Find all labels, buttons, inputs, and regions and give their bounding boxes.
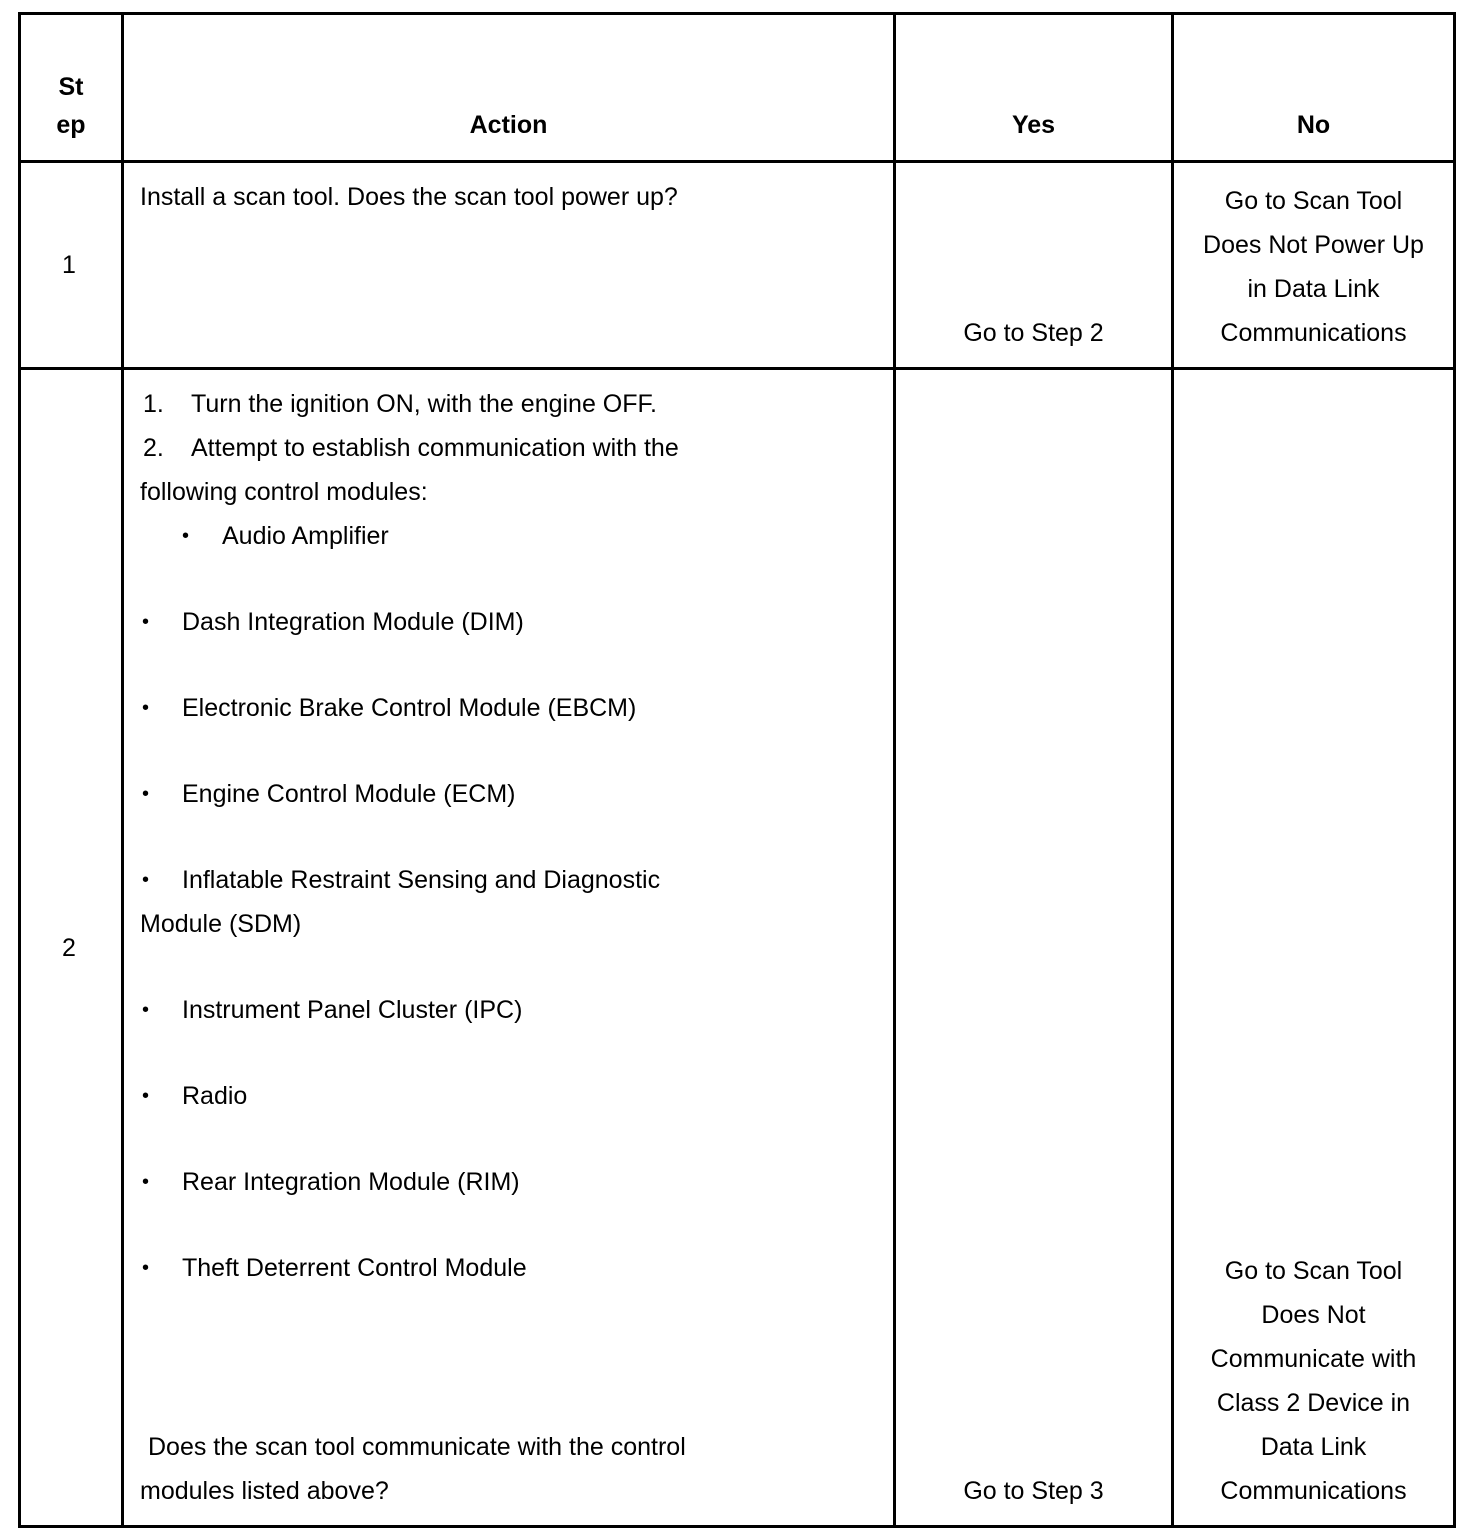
no-header: No <box>1173 14 1455 162</box>
diagnostic-table <box>18 12 1456 1528</box>
table-row <box>20 162 1455 369</box>
table-header-row <box>20 14 1455 162</box>
bullet-icon: • <box>142 697 150 719</box>
instruction-text: Attempt to establish communication with the <box>191 434 679 462</box>
bullet-icon: • <box>142 1085 150 1107</box>
no-link-text: Go to Scan Tool Does Not Communicate with Class 2 Device in Data Link Communications <box>1210 1257 1417 1505</box>
action-text: Install a scan tool. Does the scan tool power up? <box>140 183 678 211</box>
no-cell <box>1173 369 1455 1527</box>
bullet-icon: • <box>142 1257 150 1279</box>
question-line: Does the scan tool communicate with the control <box>148 1433 686 1461</box>
table-row <box>20 369 1455 1527</box>
yes-header: Yes <box>895 14 1173 162</box>
step-number: 2 <box>20 369 123 1527</box>
bullet-icon: • <box>142 783 150 805</box>
list-item: • Audio Amplifier <box>140 514 877 558</box>
yes-link-text: Go to Step 3 <box>963 1477 1104 1505</box>
yes-cell <box>895 369 1173 1527</box>
bullet-icon: • <box>182 525 190 547</box>
instruction-list <box>140 382 877 514</box>
no-cell <box>1173 162 1455 369</box>
bullet-icon: • <box>142 1171 150 1193</box>
instruction-number: 1. <box>143 390 164 418</box>
step-header <box>20 14 123 162</box>
list-item: • Inflatable Restraint Sensing and Diagnostic Module (SDM) <box>140 858 720 946</box>
question-text <box>140 1425 877 1513</box>
action-cell <box>123 162 895 369</box>
step-header-line1: St <box>58 73 84 101</box>
yes-cell <box>895 162 1173 369</box>
list-item: • Rear Integration Module (RIM) <box>140 1160 877 1204</box>
list-item: • Instrument Panel Cluster (IPC) <box>140 988 877 1032</box>
bullet-icon: • <box>142 999 150 1021</box>
list-item: • Electronic Brake Control Module (EBCM) <box>140 686 877 730</box>
bullet-icon: • <box>142 869 150 891</box>
step-header-line2: ep <box>56 111 86 139</box>
module-list <box>140 514 877 1290</box>
bullet-icon: • <box>142 611 150 633</box>
question-line: modules listed above? <box>140 1477 389 1505</box>
instruction-number: 2. <box>143 434 164 462</box>
instruction-text-continued: following control modules: <box>140 478 428 506</box>
list-item: • Theft Deterrent Control Module <box>140 1246 877 1290</box>
list-item: • Engine Control Module (ECM) <box>140 772 877 816</box>
no-link-text: Go to Scan Tool Does Not Power Up in Data Link Communications <box>1203 187 1424 347</box>
instruction-text: Turn the ignition ON, with the engine OFF. <box>191 390 657 418</box>
instruction-item <box>140 382 877 426</box>
yes-link-text: Go to Step 2 <box>963 319 1104 347</box>
list-item: • Dash Integration Module (DIM) <box>140 600 877 644</box>
action-header: Action <box>123 14 895 162</box>
action-cell <box>123 369 895 1527</box>
step-number: 1 <box>20 162 123 369</box>
list-item: • Radio <box>140 1074 877 1118</box>
instruction-item <box>140 426 877 470</box>
